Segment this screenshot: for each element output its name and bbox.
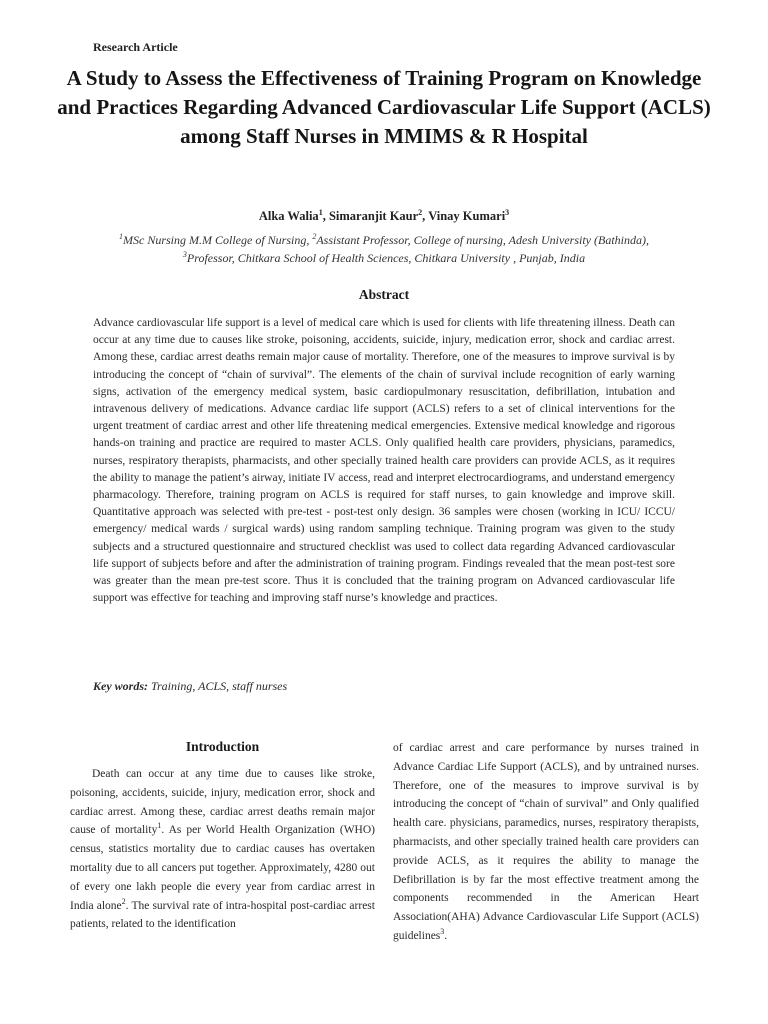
- affiliation-marker: 2: [312, 232, 317, 241]
- body-text: Death can occur at any time due to causes like stroke, poisoning, accidents, suicide, injury, medication error, shock and cardiac arrest. Among these, cardiac arrest deaths remain major cause of mortality: [70, 768, 375, 837]
- author-name: Alka Walia: [258, 209, 319, 223]
- abstract-heading: Abstract: [358, 287, 410, 302]
- abstract-text: Advance cardiovascular life support is a level of medical care which is used for clients with life threatening illness. Death can occur at any time due to causes like stroke, poisoning, accidents, suicide, injury, medication error, shock and cardiac arrest. Among these, cardiac arrest deaths remain major cause of mortality. Therefore, one of the measures to improve survival is by introducing the concept of “chain of survival”. The elements of the chain of survival include recognition of early warning signs, activation of the emergency medical system, basic cardiopulmonary resuscitation, defibrillation, intubation and intravenous delivery of medications. Advance cardiac life support (ACLS) refers to a set of clinical interventions for the urgent treatment of cardiac arrest and other life threatening medical emergencies. Extensive medical knowledge and rigorous hands-on training and practice are required to master ACLS. Only qualified health care providers, physicians, paramedics, nurses, respiratory therapists, pharmacists, and other specially trained health care providers can provide ACLS, as it requires the ability to manage the patient’s airway, initiate IV access, read and interpret electrocardiograms, and understand emergency pharmacology. Therefore, training program on ACLS is required for staff nurses, to gain knowledge and improve skill. Quantitative approach was selected with pre-test - post-test only design. 36 samples were chosen (working in ICU/ ICCU/ emergency/ medical wards / surgical wards) using random sampling technique. Training program was given to the study subjects and a structured questionnaire and structured checklist was used to collect data regarding Advanced cardiovascular life support of subjects before and after the administration of training program. Findings revealed that the mean post-test sore was greater than the mean pre-test score. Thus it is concluded that the training program on Advanced cardiovascular life support was effective for teaching and improving staff nurse’s knowledge and practices.: [93, 317, 675, 605]
- author-name: , Simaranjit Kaur: [322, 209, 419, 223]
- author-affiliation-marker: 1: [318, 207, 323, 217]
- keywords: [93, 679, 287, 694]
- affiliation-marker: 3: [182, 250, 187, 259]
- body-text: of cardiac arrest and care performance by nurses trained in Advance Cardiac Life Support (ACLS), and by untrained nurses. Therefore, one of the measures to improve survival is by introducing the concept of “chain of survival” and Only qualified health care. physicians, paramedics, nurses, respiratory therapists, pharmacists, and other specially trained health care providers can provide ACLS, as it requires the ability to manage the Defibrillation is by far the most effective treatment among the components recommended in the American Heart Association(AHA) Advance Cardiovascular Life Support (ACLS) guidelines: [393, 742, 699, 942]
- introduction-heading: Introduction: [185, 739, 260, 754]
- keywords-label: Key words:: [93, 679, 148, 693]
- affiliation-text: MSc Nursing M.M College of Nursing,: [123, 233, 313, 247]
- keywords-text: Training, ACLS, staff nurses: [148, 679, 288, 693]
- body-text: . As per World Health Organization (WHO) census, statistics mortality due to cardiac causes has overtaken mortality due to all cancers put together. Approximately, 4280 out of every one lakh people die every year from cardiac arrest in India alone: [70, 824, 376, 912]
- body-text: .: [444, 929, 448, 942]
- affiliation-line: [40, 233, 728, 248]
- introduction-left-column: [70, 765, 375, 934]
- affiliation-text: Professor, Chitkara School of Health Sciences, Chitkara University , Punjab, India: [186, 251, 586, 265]
- citation-marker: 3: [440, 927, 445, 937]
- author-affiliation-marker: 3: [505, 207, 510, 217]
- affiliation-marker: 1: [119, 232, 123, 241]
- citation-marker: 1: [157, 821, 162, 831]
- introduction-right-column: [393, 739, 699, 946]
- article-title: A Study to Assess the Effectiveness of Training Program on Knowledge and Practices Regarding Advanced Cardiovascular Life Support (ACLS) among Staff Nurses in MMIMS & R Hospital: [57, 66, 711, 148]
- author-affiliation-marker: 2: [418, 207, 423, 217]
- author-list: [56, 209, 712, 224]
- article-type-label: Research Article: [93, 40, 178, 54]
- citation-marker: 2: [121, 896, 126, 906]
- affiliation-text: Assistant Professor, College of nursing, Adesh University (Bathinda),: [316, 233, 649, 247]
- author-name: , Vinay Kumari: [422, 209, 506, 223]
- affiliation-line: [40, 251, 728, 266]
- body-text: . The survival rate of intra-hospital post-cardiac arrest patients, related to the identification: [70, 899, 375, 931]
